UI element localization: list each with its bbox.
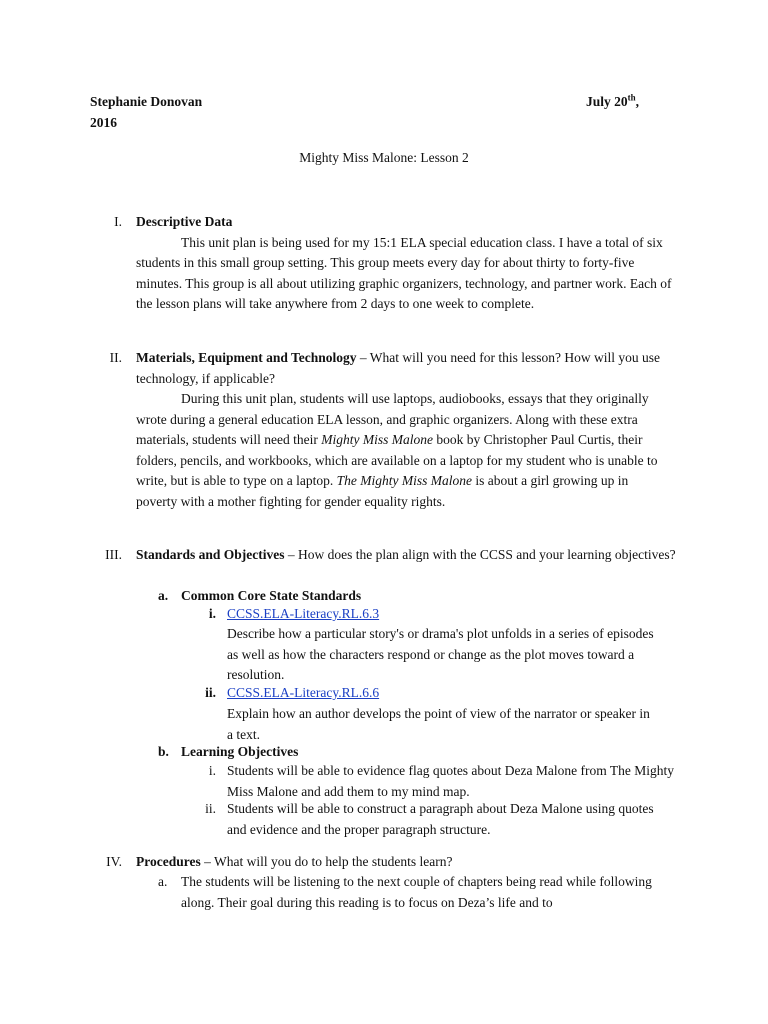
list-marker: ii. — [205, 685, 216, 700]
section-heading: Materials, Equipment and Technology — [136, 350, 357, 365]
standard-description: Explain how an author develops the point of view of the narrator or speaker in a text. — [227, 706, 650, 742]
section-question: – What will you need for this lesson? How will you use technology, if applicable? — [136, 350, 661, 386]
date-suffix: , — [635, 94, 640, 109]
subsection-heading: Common Core State Standards — [181, 588, 362, 603]
paragraph-text: During this unit plan, students will use laptops, audiobooks, essays that they originally wrote during a general education ELA lesson, and graphic organizers. Along with these extra materials, students will need their — [136, 391, 649, 447]
list-marker: a. — [158, 588, 169, 603]
book-title: The Mighty Miss Malone — [336, 473, 472, 488]
section-heading: Procedures — [136, 854, 201, 869]
section-numeral: I. — [114, 214, 122, 229]
year: 2016 — [90, 115, 117, 130]
section-body — [136, 348, 666, 512]
paragraph-text: book by Christopher Paul Curtis, their folders, pencils, and workbooks, which are available on a laptop for my student who is unable to write, but is able to type on a laptop. — [136, 432, 658, 488]
section-numeral: II. — [109, 350, 122, 365]
section-body — [136, 545, 676, 566]
learning-objective: Students will be able to construct a paragraph about Deza Malone using quotes and evidence and the proper paragraph structure. — [227, 801, 654, 837]
list-marker: b. — [158, 744, 169, 759]
learning-objective: Students will be able to evidence flag quotes about Deza Malone from The Mighty Miss Malone and add them to my mind map. — [227, 763, 675, 799]
section-paragraph — [136, 389, 666, 512]
list-marker: ii. — [205, 801, 216, 816]
book-title: Mighty Miss Malone — [321, 432, 433, 447]
section-heading-line — [136, 348, 666, 389]
date — [586, 92, 639, 113]
section-body — [136, 852, 676, 873]
section-heading-line — [136, 852, 676, 873]
section-body — [136, 212, 676, 315]
standard-description: Describe how a particular story's or drama's plot unfolds in a series of episodes as well as how the characters respond or change as the plot moves toward a resolution. — [227, 626, 654, 682]
section-paragraph: This unit plan is being used for my 15:1 ELA special education class. I have a total of six students in this small group setting. This group meets every day for about thirty to forty-five minutes. This group is all about utilizing graphic organizers, technology, and partner work. Each of the lesson plans will take anywhere from 2 days to one week to complete. — [136, 234, 672, 311]
list-marker: i. — [208, 763, 216, 778]
subsection-heading: Learning Objectives — [181, 744, 299, 759]
section-heading: Standards and Objectives — [136, 547, 285, 562]
author-name: Stephanie Donovan — [90, 94, 203, 109]
standard-link-rl-6-3[interactable]: CCSS.ELA-Literacy.RL.6.3 — [227, 606, 380, 621]
list-marker: i. — [208, 606, 216, 621]
section-heading-line — [136, 545, 676, 566]
section-question: – What will you do to help the students learn? — [200, 854, 453, 869]
date-prefix: July 20 — [586, 94, 628, 109]
date-superscript: th — [627, 92, 636, 103]
section-numeral: III. — [105, 547, 122, 562]
section-heading: Descriptive Data — [136, 214, 233, 229]
procedure-step: The students will be listening to the next couple of chapters being read while following along. Their goal during this reading is to focus on Deza’s life and to — [181, 874, 652, 910]
paragraph-text: is about a girl growing up in poverty with a mother fighting for gender equality rights. — [136, 473, 629, 509]
section-numeral: IV. — [106, 854, 122, 869]
list-marker: a. — [158, 874, 168, 889]
lesson-title: Mighty Miss Malone: Lesson 2 — [299, 150, 469, 165]
standard-link-rl-6-6[interactable]: CCSS.ELA-Literacy.RL.6.6 — [227, 685, 380, 700]
section-question: – How does the plan align with the CCSS and your learning objectives? — [284, 547, 676, 562]
